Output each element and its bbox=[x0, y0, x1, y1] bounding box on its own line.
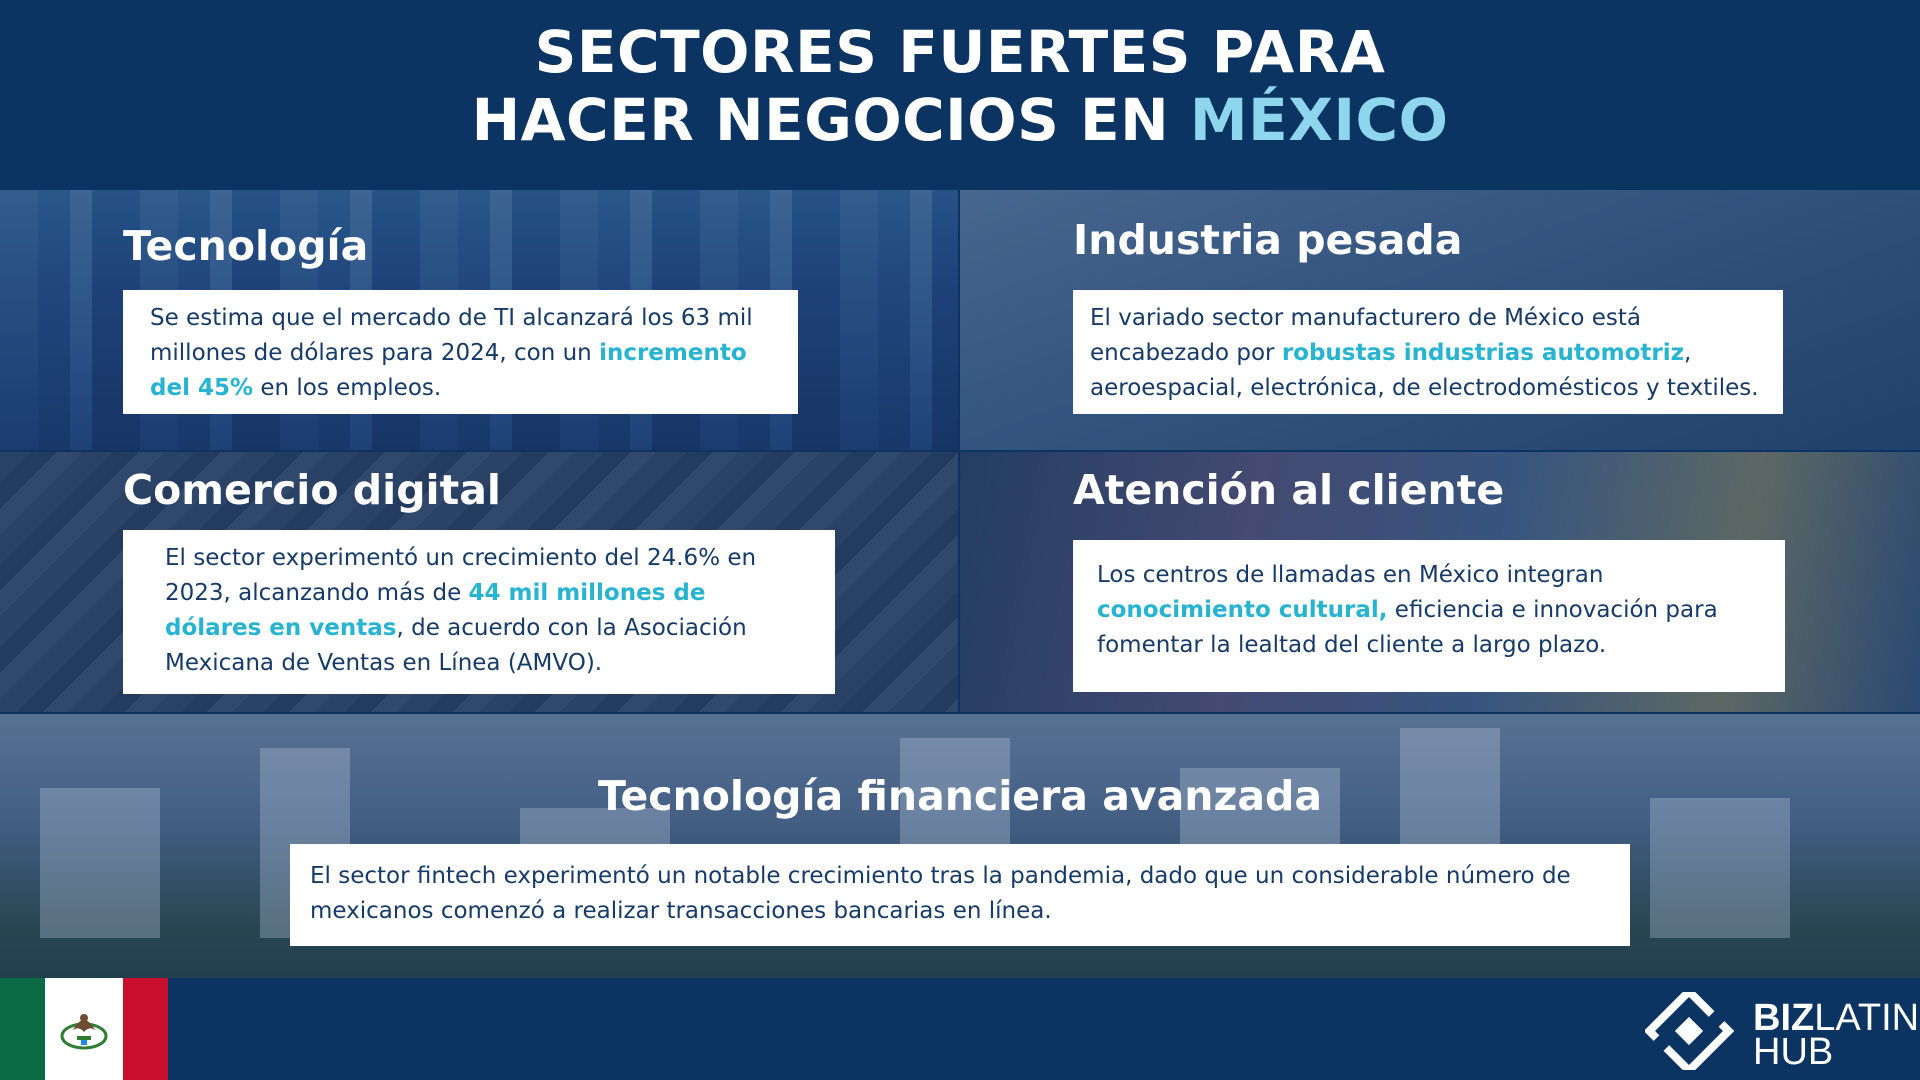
comercio-heading: Comercio digital bbox=[123, 466, 501, 514]
tecnologia-text-a: Se estima que el mercado de TI alcanzará los 63 mil millones de dólares para 2024, con un bbox=[150, 305, 753, 366]
logo-latin: LATIN bbox=[1814, 997, 1920, 1039]
page-header bbox=[0, 0, 1920, 190]
bizlatinhub-logo-icon bbox=[1645, 992, 1920, 1073]
tecnologia-heading: Tecnología bbox=[123, 222, 369, 270]
atencion-highlight: conocimiento cultural, bbox=[1097, 597, 1388, 623]
industria-heading: Industria pesada bbox=[1073, 216, 1463, 264]
industria-text-a: El variado sector manufacturero de México está encabezado por bbox=[1090, 305, 1641, 366]
mexican-coat-of-arms-icon bbox=[59, 1006, 109, 1052]
logo-biz: BIZ bbox=[1753, 997, 1815, 1039]
industria-highlight: robustas industrias automotriz bbox=[1281, 340, 1684, 366]
title-text: HACER NEGOCIOS EN bbox=[471, 86, 1190, 154]
comercio-text-a: El sector experimentó un crecimiento del 24.6% en 2023, alcanzando más de bbox=[165, 545, 757, 606]
industria-card bbox=[1073, 290, 1783, 414]
fintech-text: El sector fintech experimentó un notable crecimiento tras la pandemia, dado que un considerable número de mexicanos comenzó a realizar transacciones bancarias en línea. bbox=[310, 863, 1571, 924]
industria-text-b: , aeroespacial, electrónica, de electrodomésticos y textiles. bbox=[1090, 340, 1759, 401]
page-title-line2 bbox=[0, 86, 1920, 154]
tecnologia-text-b: en los empleos. bbox=[253, 375, 442, 401]
logo-text-line2: HUB bbox=[1753, 1031, 1834, 1073]
mexico-flag-icon bbox=[0, 978, 168, 1080]
atencion-text-b: eficiencia e innovación para fomentar la lealtad del cliente a largo plazo. bbox=[1097, 597, 1718, 658]
comercio-text-b: , de acuerdo con la Asociación Mexicana de Ventas en Línea (AMVO). bbox=[165, 615, 747, 676]
title-accent-mexico: MÉXICO bbox=[1189, 86, 1449, 154]
comercio-card bbox=[123, 530, 835, 694]
tecnologia-card bbox=[123, 290, 798, 414]
atencion-card bbox=[1073, 540, 1785, 692]
bizlatinhub-logo-mark bbox=[1645, 992, 1745, 1070]
fintech-heading: Tecnología financiera avanzada bbox=[597, 772, 1323, 820]
fintech-card bbox=[290, 844, 1630, 946]
atencion-text-a: Los centros de llamadas en México integran bbox=[1097, 562, 1604, 588]
page-title-line1: SECTORES FUERTES PARA bbox=[534, 18, 1386, 86]
footer bbox=[0, 978, 1920, 1080]
tecnologia-highlight: incremento del 45% bbox=[150, 340, 747, 401]
atencion-heading: Atención al cliente bbox=[1073, 466, 1505, 514]
comercio-highlight: 44 mil millones de dólares en ventas bbox=[165, 580, 706, 641]
